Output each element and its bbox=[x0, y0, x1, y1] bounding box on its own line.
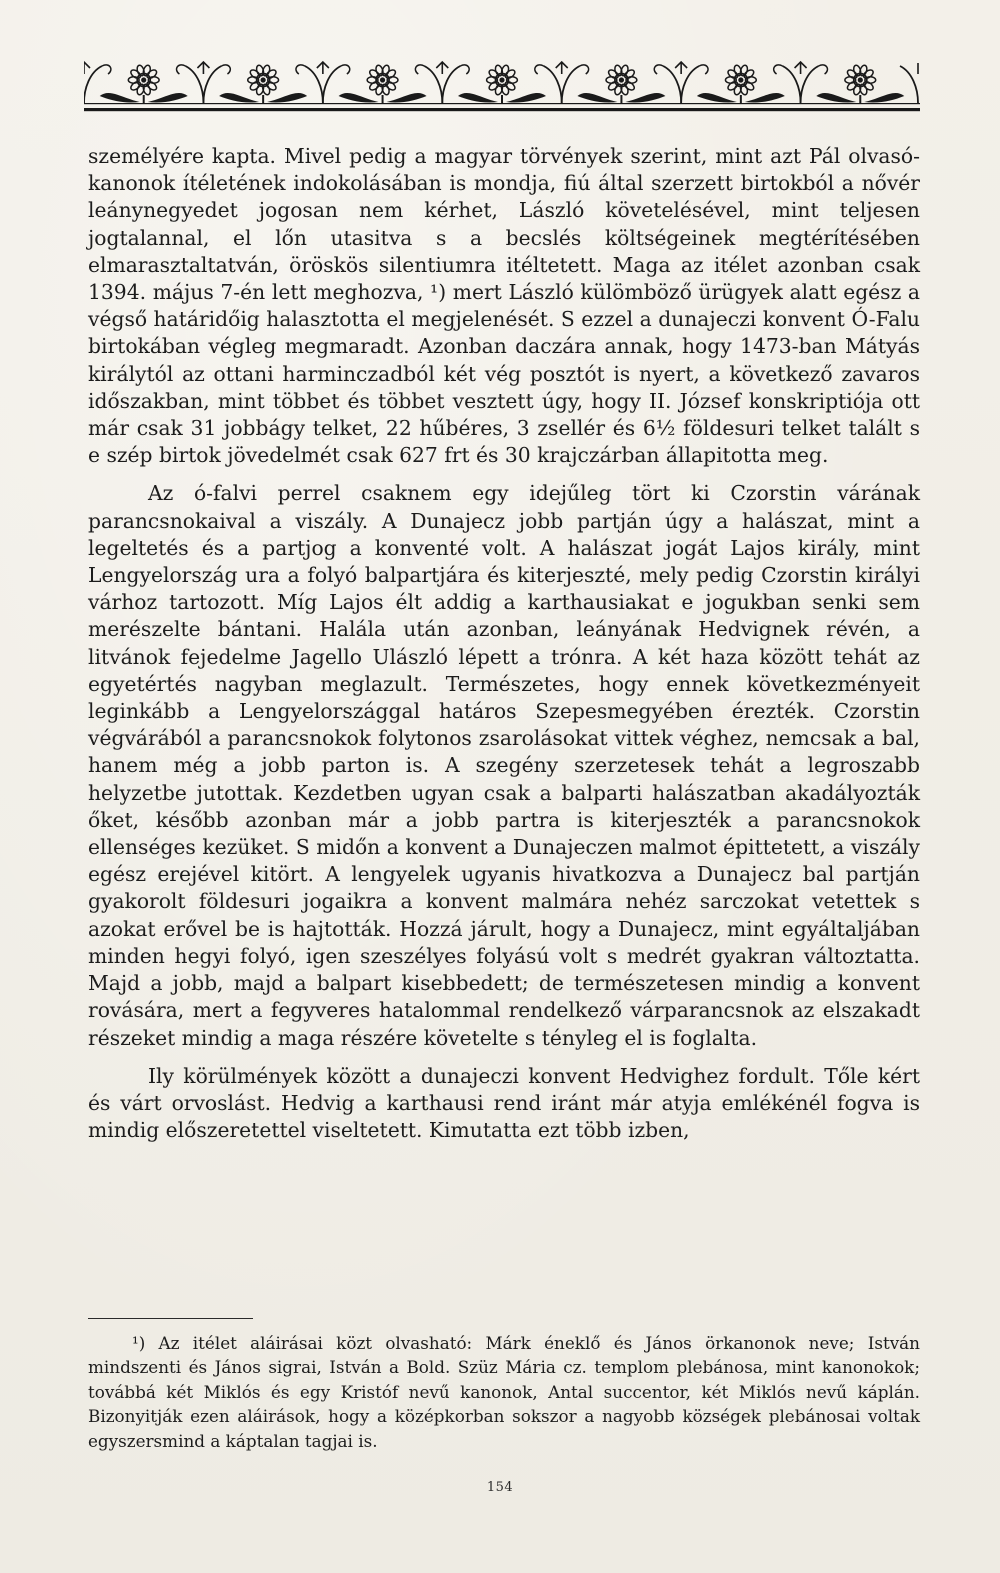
floral-border-ornament-icon bbox=[84, 58, 920, 116]
footnote-1: ¹) Az itélet aláirásai közt olvasható: Márk éneklő és János örkanonok neve; István mindszenti és János sigrai, István a Bold. Szüz Mária cz. templom plebánosa, mint kanonokok; továbbá két Miklós és egy Kristóf nevű kanonok, Antal succentor, két Miklós nevű káplán. Bizonyitják ezen aláirások, hogy a középkorban sokszor a nagyobb községek plebánosai voltak egyszersmind a káptalan tagjai is. bbox=[88, 1333, 920, 1451]
paragraph-1: személyére kapta. Mivel pedig a magyar törvények szerint, mint azt Pál olvasó-kanonok ítéletének indokolásában is mondja, fiú által szerzett birtokból a nővér leánynegyedet jogosan nem kérhet, László követelésével, mint teljesen jogtalannal, el lőn utasitva s a becslés költségeinek megtérítésében elmarasztaltatván, öröskös silentiumra itéltetett. Maga az itélet azonban csak 1394. május 7-én lett meghozva, ¹) mert László külömböző ürügyek alatt egész a végső határidőig halasztotta el megjelenését. S ezzel a dunajeczi konvent Ó-Falu birtokában végleg megmaradt. Azonban daczára annak, hogy 1473-ban Mátyás királytól az ottani harminczadból két vég posztót is nyert, a következő zavaros időszakban, mint többet és többet vesztett úgy, hogy II. József konskriptiója ott már csak 31 jobbágy telket, 22 hűbéres, 3 zsellér és 6½ földesuri telket talált s e szép birtok jövedelmét csak 627 frt és 30 krajczárban állapitotta meg. bbox=[88, 144, 920, 468]
footnotes bbox=[88, 1318, 920, 1453]
paragraph-3: Ily körülmények között a dunajeczi konvent Hedvighez fordult. Tőle kért és várt orvoslást. Hedvig a karthausi rend iránt már atyja emlékénél fogva is mindig előszeretettel viseltetett. Kimutatta ezt több izben, bbox=[88, 1063, 920, 1143]
footnote-rule bbox=[88, 1318, 253, 1319]
main-text bbox=[88, 143, 920, 1144]
page-number: 154 bbox=[486, 1480, 514, 1495]
paragraph-2: Az ó-falvi perrel csaknem egy idejűleg tört ki Czorstin várának parancsnokaival a viszály. A Dunajecz jobb partján úgy a halászat, mint a legeltetés és a partjog a konventé volt. A halászat jogát Lajos király, mint Lengyelország ura a folyó balpartjára és kiterjeszté, mely pedig Czorstin királyi várhoz tartozott. Míg Lajos élt addig a karthausiakat e jogukban senki sem merészelte bántani. Halála után azonban, leányának Hedvignek révén, a litvánok fejedelme Jagello Ulászló lépett a trónra. A két haza között tehát az egyetértés nagyban meglazult. Természetes, hogy ennek következményeit leginkább a Lengyelországgal határos Szepesmegyében érezték. Czorstin végvárából a parancsnokok folytonos zsarolásokat vittek véghez, nemcsak a bal, hanem még a jobb parton is. A szegény szerzetesek tehát a legroszabb helyzetbe jutottak. Kezdetben ugyan csak a balparti halászatban akadályozták őket, később azonban már a jobb partra is kiterjeszték a parancsnokok ellenséges kezüket. S midőn a konvent a Dunajeczen malmot épittetett, a viszály egész erejével kitört. A lengyelek ugyanis hivatkozva a Dunajecz bal partján gyakorolt földesuri jogaikra a konvent malmára nehéz sarczokat vetettek s azokat erővel be is hajtották. Hozzá járult, hogy a Dunajecz, mint egyáltaljában minden hegyi folyó, igen szeszélyes folyású volt s medrét gyakran változtatta. Majd a jobb, majd a balpart kisebbedett; de természetesen mindig a konvent rovására, mert a fegyveres hatalommal rendelkező várparancsnok az elszakadt részeket mindig a maga részére követelte s tényleg el is foglalta. bbox=[88, 481, 920, 1050]
